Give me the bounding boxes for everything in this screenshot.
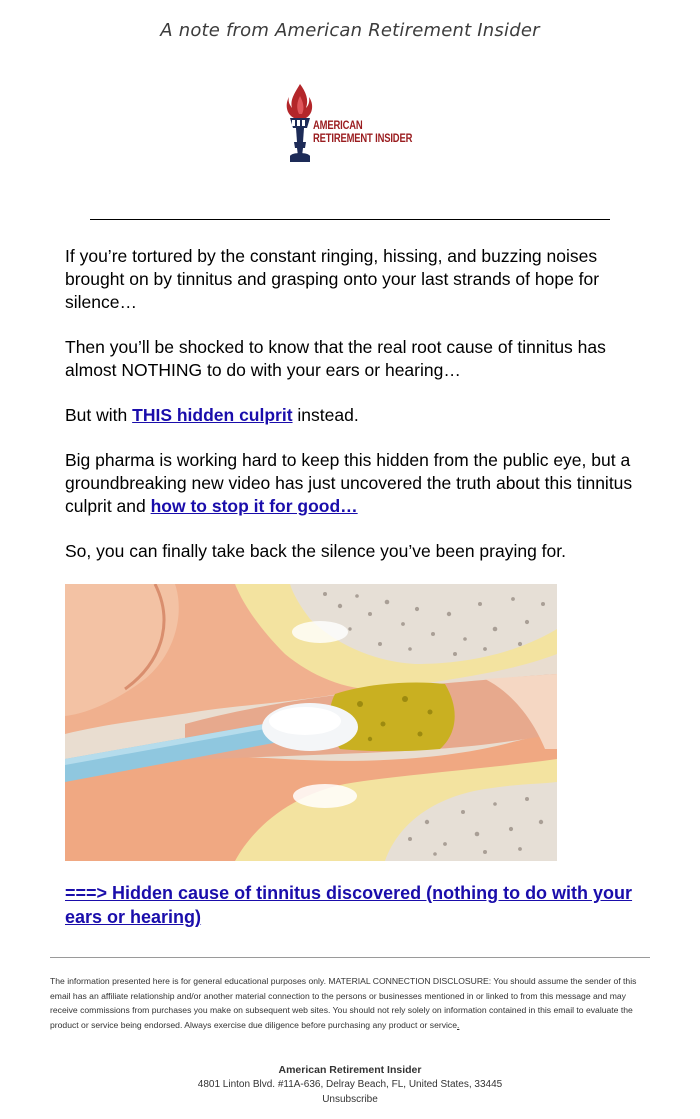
footer-divider	[50, 957, 650, 958]
hidden-cause-cta-link[interactable]: ===> Hidden cause of tinnitus discovered (nothing to do with your ears or hearing)	[65, 883, 633, 927]
header-divider	[90, 219, 610, 220]
stop-it-link[interactable]: how to stop it for good…	[150, 496, 358, 516]
paragraph-5: So, you can finally take back the silence you’ve been praying for.	[65, 541, 566, 561]
disclaimer-end-link[interactable]: .	[457, 1019, 460, 1030]
paragraph-4	[65, 449, 645, 518]
paragraph-3	[65, 404, 645, 427]
paragraph-3-suffix: instead.	[292, 405, 359, 425]
footer-company-name: American Retirement Insider	[278, 1064, 422, 1076]
email-body	[65, 245, 645, 585]
ear-illustration	[65, 584, 557, 861]
logo-line-1: AMERICAN	[313, 120, 363, 132]
cta-container	[65, 881, 655, 929]
paragraph-3-prefix: But with	[65, 405, 133, 425]
email-header-note: A note from American Retirement Insider	[160, 20, 540, 41]
logo-wordmark	[313, 120, 412, 146]
brand-logo[interactable]	[280, 82, 425, 166]
ear-canal-hero-image[interactable]	[65, 584, 557, 861]
paragraph-1: If you’re tortured by the constant ringing, hissing, and buzzing noises brought on by tinnitus and grasping onto your last strands of hope for silence…	[65, 246, 600, 312]
disclaimer-text: The information presented here is for general educational purposes only. MATERIAL CONNECTION DISCLOSURE: You should assume the sender of this email has an affiliate relationship and/or another material connection to the persons or businesses mentioned in or linked to from this message and may receive commissions from purchases you make on subsequent web sites. You should not rely solely on information contained in this email to evaluate the product or service being endorsed. Always exercise due diligence before purchasing any product or service	[50, 976, 637, 1030]
unsubscribe-link[interactable]: Unsubscribe	[322, 1094, 378, 1105]
footer-address: 4801 Linton Blvd. #11A-636, Delray Beach, FL, United States, 33445	[197, 1079, 503, 1090]
paragraph-2: Then you’ll be shocked to know that the real root cause of tinnitus has almost NOTHING to do with your ears or hearing…	[65, 337, 606, 380]
logo-line-2: RETIREMENT INSIDER	[313, 133, 413, 145]
disclaimer	[50, 974, 652, 1032]
paragraph-4-text: Big pharma is working hard to keep this hidden from the public eye, but a groundbreaking new video has just uncovered the truth about this tinnitus culprit and	[65, 450, 633, 516]
hidden-culprit-link[interactable]: THIS hidden culprit	[132, 405, 293, 425]
